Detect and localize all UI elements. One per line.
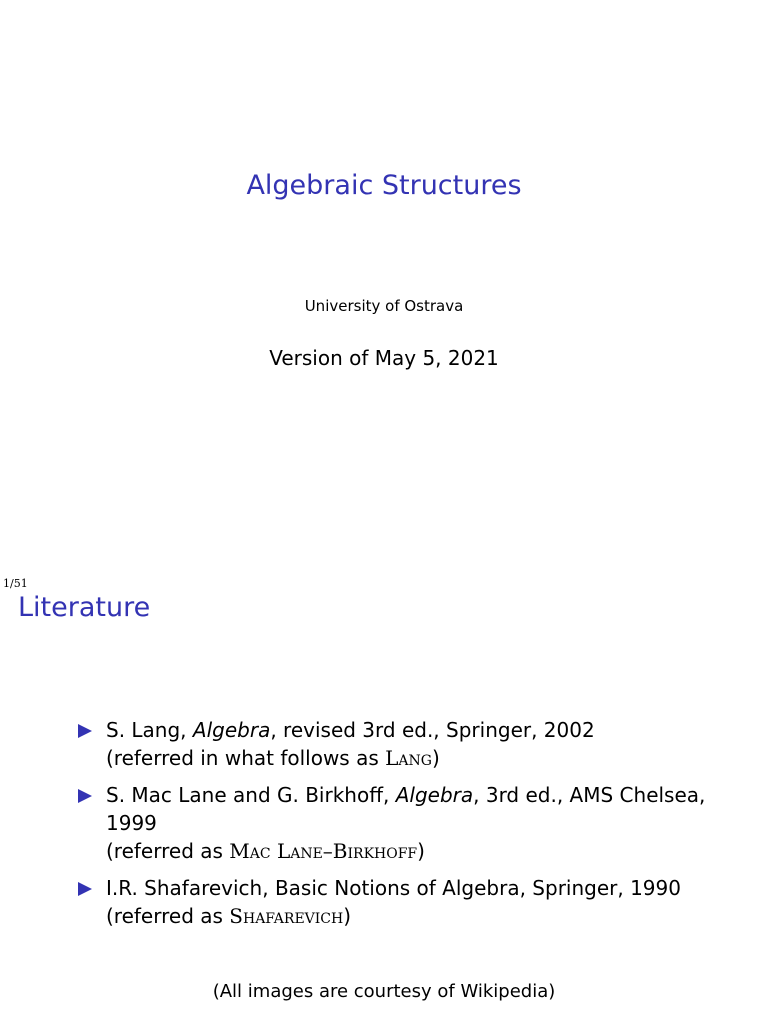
frame-title: Literature — [18, 592, 151, 623]
reference-note — [106, 744, 758, 772]
reference-year: 1999 — [106, 811, 157, 835]
note-suffix: ) — [417, 839, 425, 863]
triangle-right-icon — [78, 789, 92, 803]
reference-note — [106, 837, 758, 865]
abbreviation: Mac Lane–Birkhoff — [229, 839, 418, 863]
book-title: Algebra — [395, 783, 474, 807]
institute: University of Ostrava — [304, 297, 464, 315]
presentation-title: Algebraic Structures — [246, 170, 522, 201]
reference-line — [106, 781, 758, 809]
reference-line: I.R. Shafarevich, Basic Notions of Algebra, Springer, 1990 — [106, 876, 681, 900]
literature-slide — [0, 576, 768, 1024]
abbreviation: Shafarevich — [229, 904, 344, 928]
note-suffix: ) — [431, 746, 440, 770]
note-prefix: (referred in what follows as — [106, 746, 386, 770]
reference-note — [106, 902, 758, 930]
triangle-right-icon — [78, 882, 92, 896]
reference-line — [106, 716, 758, 744]
list-item — [78, 716, 758, 772]
list-item — [78, 781, 758, 865]
note-suffix: ) — [343, 904, 352, 928]
abbreviation: Lang — [385, 746, 432, 770]
list-item — [78, 874, 758, 930]
reference-details: , 3rd ed., AMS Chelsea, — [473, 783, 706, 807]
version-date: Version of May 5, 2021 — [269, 346, 499, 370]
bibliography-list — [78, 716, 758, 939]
page-number: 1/51 — [3, 577, 28, 590]
note-prefix: (referred as — [106, 904, 230, 928]
reference-author: S. Mac Lane and G. Birkhoff, — [106, 783, 396, 807]
reference-author: S. Lang, — [106, 718, 193, 742]
image-credit-note: (All images are courtesy of Wikipedia) — [212, 981, 556, 1002]
reference-details: , revised 3rd ed., Springer, 2002 — [270, 718, 595, 742]
book-title: Algebra — [192, 718, 271, 742]
note-prefix: (referred as — [106, 839, 230, 863]
triangle-right-icon — [78, 724, 92, 738]
